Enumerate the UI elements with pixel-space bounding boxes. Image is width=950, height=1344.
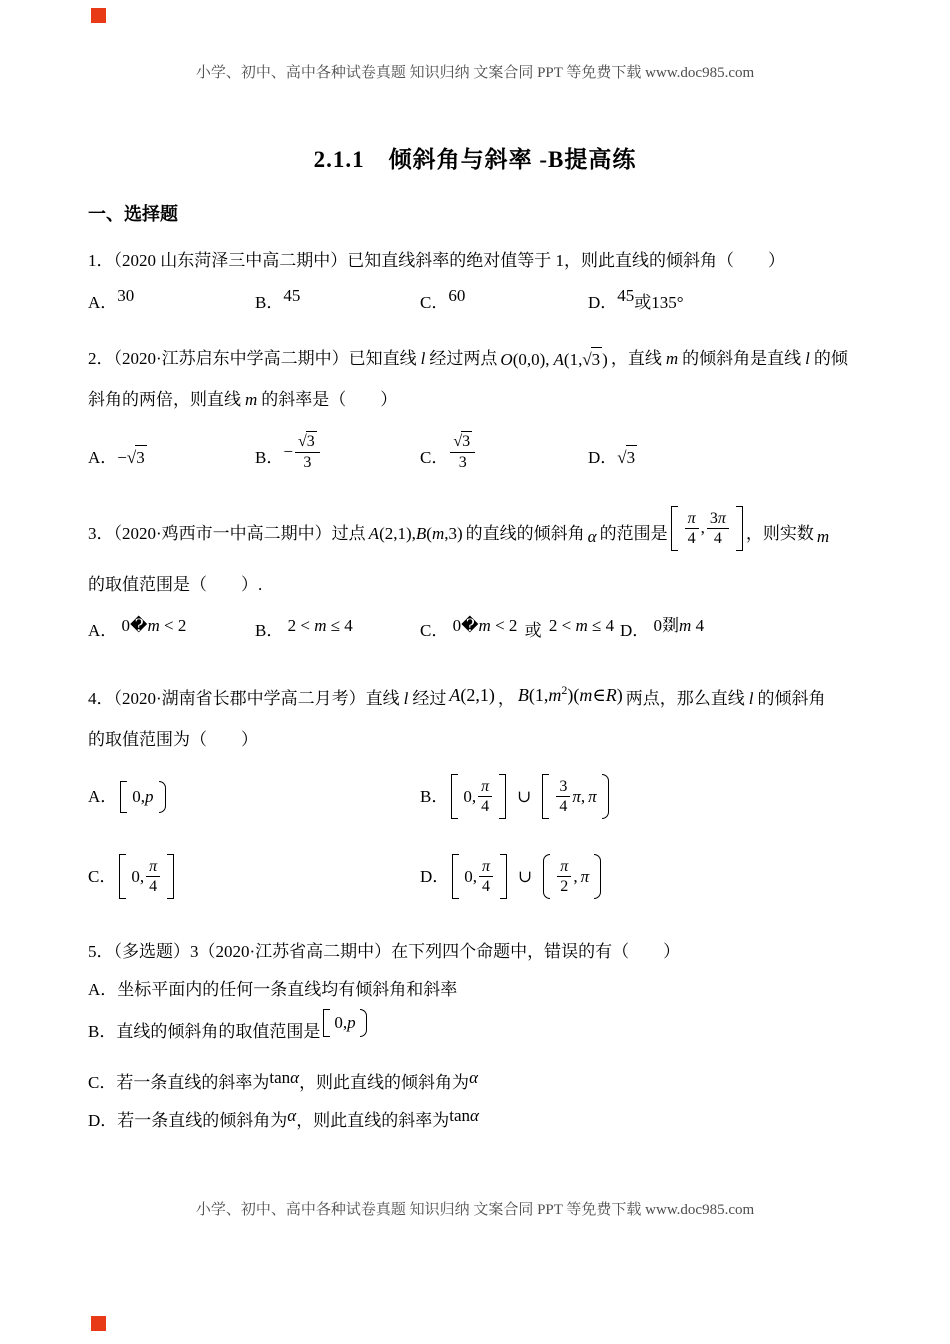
math-tan-alpha xyxy=(449,1106,479,1125)
interval-pi: π xyxy=(588,786,597,806)
sqrt-expression xyxy=(617,445,637,470)
math-var-l: l xyxy=(420,349,426,369)
option-label: C． xyxy=(88,1073,117,1093)
math-interval xyxy=(119,854,174,899)
page-title: 2.1.1 倾斜角与斜率 -B提高练 xyxy=(313,147,637,172)
math-var-l: l xyxy=(403,689,409,709)
sqrt-expression xyxy=(298,431,317,451)
stem-text: 2．（2020·江苏启东中学高二期中）已知直线 xyxy=(88,349,417,369)
option-value: 45 xyxy=(283,286,301,306)
math-fraction xyxy=(450,431,475,471)
interval-value: 0, xyxy=(132,786,146,806)
q3-option-c xyxy=(420,615,620,643)
comma: , xyxy=(700,518,705,538)
stem-text: 的倾斜角是直线 xyxy=(682,349,802,369)
left-bracket xyxy=(671,506,678,551)
math-var-alpha: α xyxy=(469,1068,478,1088)
math-args: ,3) xyxy=(444,524,463,544)
math-interval xyxy=(120,781,165,813)
stem-text: 的直线的倾斜角 xyxy=(465,524,585,544)
math-args: ( xyxy=(426,524,432,544)
math-var-m: m xyxy=(431,524,445,544)
inequality-text: < 2 xyxy=(159,615,187,635)
option-label: C． xyxy=(420,620,449,640)
q4-option-a xyxy=(88,781,420,813)
numerator: π xyxy=(478,777,492,797)
math-args: (1, xyxy=(563,349,583,369)
option-label: B． xyxy=(420,786,449,806)
math-points xyxy=(369,522,463,546)
math-var-alpha: α xyxy=(470,1106,479,1126)
q5-option-c xyxy=(88,1068,900,1095)
denominator: 3 xyxy=(458,453,467,471)
math-tan-alpha xyxy=(269,1068,299,1087)
q4-option-c xyxy=(88,854,420,899)
math-var-alpha: α xyxy=(290,1068,300,1088)
option-label: D． xyxy=(420,866,450,886)
radicand: 3 xyxy=(591,347,603,372)
option-value xyxy=(283,431,321,471)
interval-value: 0, xyxy=(464,866,478,886)
numerator: π xyxy=(685,509,699,529)
numerator-pi: π xyxy=(717,509,726,527)
math-var-m: m xyxy=(575,615,588,635)
stem-text: 经过两点 xyxy=(429,349,498,369)
q5-stem: 5．（多选题）3（2020·江苏省高二期中）在下列四个命题中，错误的有（ ） xyxy=(88,941,681,961)
numerator: π xyxy=(557,857,571,877)
inequality-text: 4 xyxy=(691,615,705,635)
q5-option-b xyxy=(88,1015,900,1049)
option-label: D． xyxy=(588,447,618,467)
red-marker-top xyxy=(91,8,106,23)
math-var-m: m xyxy=(548,684,562,705)
math-var-m: m xyxy=(679,615,692,635)
q2-option-c xyxy=(420,433,588,477)
option-value-suffix: 或135° xyxy=(634,293,684,313)
right-bracket xyxy=(167,854,174,899)
math-args: (2,1), xyxy=(379,524,416,544)
radical-sign: √ xyxy=(453,433,462,451)
q1-options xyxy=(88,287,900,319)
math-var-m: m xyxy=(147,615,160,635)
math-args: (1, xyxy=(528,684,549,705)
or-connector: 或 xyxy=(524,620,542,640)
numerator: 3 xyxy=(556,777,570,797)
element-of-sign: ∈ xyxy=(592,684,606,705)
math-var-B: B xyxy=(415,524,427,544)
option-label: C． xyxy=(420,447,449,467)
option-label: D． xyxy=(588,293,618,313)
math-var-O: O xyxy=(500,349,513,369)
denominator: 3 xyxy=(303,453,312,471)
math-interval xyxy=(671,506,743,551)
math-point-A xyxy=(449,683,495,708)
q3-options xyxy=(88,615,900,647)
interval-pi: p xyxy=(347,1013,356,1033)
denominator: 4 xyxy=(149,878,158,896)
math-var-l: l xyxy=(805,349,810,369)
minus-sign: − xyxy=(117,447,127,467)
option-label: A． xyxy=(88,786,118,806)
option-value xyxy=(122,616,187,635)
stem-text: 的倾 xyxy=(813,349,848,369)
right-bracket xyxy=(499,774,506,819)
union-sign: ∪ xyxy=(517,786,532,806)
radicand: 3 xyxy=(462,433,471,451)
q4-option-b xyxy=(420,774,612,819)
stem-text: ，直线 xyxy=(610,349,662,369)
math-args: )( xyxy=(567,684,580,705)
option-value xyxy=(117,445,146,470)
left-bracket xyxy=(120,781,127,813)
stem-text: 的斜率是（ ） xyxy=(261,389,398,409)
left-bracket xyxy=(323,1009,330,1037)
option-label: B． xyxy=(255,293,284,313)
inequality-text: ≤ 4 xyxy=(587,615,615,635)
q4-stem-line1 xyxy=(88,682,900,712)
option-text: 坐标平面内的任何一条直线均有倾斜角和斜率 xyxy=(117,979,458,999)
denominator: 4 xyxy=(559,798,568,816)
math-var-R: R xyxy=(605,684,617,705)
q5-option-a xyxy=(88,978,900,1002)
sqrt-expression xyxy=(582,347,602,372)
section-heading: 一、选择题 xyxy=(88,204,178,224)
q1-stem: 1．（2020 山东菏泽三中高二期中）已知直线斜率的绝对值等于 1，则此直线的倾斜角（ ） xyxy=(88,251,785,271)
option-value xyxy=(453,616,518,635)
interval-pi: π xyxy=(572,786,581,806)
q4-options-row2 xyxy=(88,848,900,906)
option-label: D． xyxy=(620,620,650,640)
q1-option-a xyxy=(88,286,255,315)
left-bracket xyxy=(119,854,126,899)
option-value xyxy=(654,616,705,635)
q3-option-a xyxy=(88,615,255,643)
option-value xyxy=(549,616,614,635)
left-bracket xyxy=(451,774,458,819)
math-fraction xyxy=(295,431,320,471)
q2-option-d xyxy=(588,445,637,470)
q2-option-a xyxy=(88,445,255,470)
interval-value: 0, xyxy=(131,866,145,886)
union-sign: ∪ xyxy=(518,866,533,886)
q1-option-b xyxy=(255,286,420,315)
math-point-B xyxy=(518,683,623,708)
q2-stem-line1 xyxy=(88,347,900,372)
red-marker-bottom xyxy=(91,1316,106,1331)
left-bracket xyxy=(452,854,459,899)
option-text: ，则此直线的倾斜角为 xyxy=(299,1073,470,1093)
math-fraction xyxy=(707,509,729,548)
numerator: π xyxy=(479,857,493,877)
q4-options-row1 xyxy=(88,768,900,826)
interval-value: 0, xyxy=(463,786,477,806)
math-var-m: m xyxy=(245,389,258,409)
option-text: 若一条直线的斜率为 xyxy=(116,1073,270,1093)
math-fraction xyxy=(557,857,571,896)
math-args: ) xyxy=(602,349,608,369)
math-var-B: B xyxy=(517,684,529,705)
math-var-m: m xyxy=(314,615,327,635)
q1-option-d xyxy=(588,286,684,315)
stem-text: 斜角的两倍，则直线 xyxy=(88,389,241,409)
math-var-m: m xyxy=(816,527,830,547)
q3-option-d xyxy=(620,615,705,643)
option-label: B． xyxy=(255,620,284,640)
right-paren xyxy=(159,781,166,813)
inequality-text: 0剟 xyxy=(653,615,680,635)
math-interval xyxy=(542,774,608,819)
option-label: B． xyxy=(255,447,284,467)
sqrt-expression xyxy=(127,445,147,470)
right-paren xyxy=(360,1009,367,1037)
stem-text: 3．（2020·鸡西市一中高二期中）过点 xyxy=(88,524,366,544)
numerator: π xyxy=(146,857,160,877)
denominator: 2 xyxy=(560,878,569,896)
exponent: 2 xyxy=(561,682,568,697)
tan-function: tan xyxy=(449,1106,470,1126)
interval-pi: π xyxy=(580,866,590,886)
option-value: 45 xyxy=(617,286,635,306)
math-var-alpha: α xyxy=(587,527,597,547)
tan-function: tan xyxy=(269,1068,291,1088)
denominator: 4 xyxy=(481,798,490,816)
radical-sign: √ xyxy=(126,448,136,468)
q5-option-d xyxy=(88,1106,900,1133)
q1-option-c xyxy=(420,286,588,315)
sqrt-expression xyxy=(453,431,472,451)
stem-text: ，则实数 xyxy=(745,524,814,544)
radical-sign: √ xyxy=(582,349,591,369)
stem-text: 4．（2020·湖南省长郡中学高二月考）直线 xyxy=(88,689,400,709)
math-interval xyxy=(452,854,507,899)
math-var-m: m xyxy=(579,684,593,705)
option-label: A． xyxy=(88,979,118,999)
option-label: A． xyxy=(88,447,118,467)
radicand: 3 xyxy=(306,433,315,451)
math-var-A: A xyxy=(553,349,564,369)
option-text: 若一条直线的倾斜角为 xyxy=(117,1111,288,1131)
inequality-text: 0� xyxy=(121,615,148,635)
option-value: 60 xyxy=(448,286,466,306)
radicand: 3 xyxy=(135,445,147,470)
numerator: 3 xyxy=(709,509,718,527)
right-paren xyxy=(594,854,601,899)
q3-option-b xyxy=(255,615,420,643)
option-text: ，则此直线的斜率为 xyxy=(296,1111,450,1131)
math-interval xyxy=(543,854,601,899)
stem-text: 经过 xyxy=(412,689,447,709)
math-var-m: m xyxy=(665,349,679,369)
left-bracket xyxy=(542,774,549,819)
math-fraction xyxy=(478,777,492,816)
q2-option-b xyxy=(255,433,420,477)
denominator: 4 xyxy=(687,529,696,547)
denominator: 4 xyxy=(482,878,491,896)
radicand: 3 xyxy=(626,445,638,470)
comma: , xyxy=(573,866,578,886)
inequality-text: 2 < xyxy=(548,615,576,635)
option-text: 直线的倾斜角的取值范围是 xyxy=(116,1022,321,1042)
math-interval xyxy=(323,1009,366,1037)
inequality-text: < 2 xyxy=(490,615,518,635)
worksheet-body xyxy=(88,202,900,1133)
option-label: D． xyxy=(88,1111,118,1131)
math-var-alpha: α xyxy=(287,1106,297,1126)
page-header: 小学、初中、高中各种试卷真题 知识归纳 文案合同 PPT 等免费下载 www.doc985.com xyxy=(195,65,755,81)
math-fraction xyxy=(479,857,493,896)
option-label: B． xyxy=(88,1022,117,1042)
right-paren xyxy=(602,774,609,819)
interval-pi: p xyxy=(145,786,154,806)
option-label: C． xyxy=(420,293,449,313)
stem-text: 两点，那么直线 xyxy=(625,689,745,709)
math-var-m: m xyxy=(478,615,491,635)
option-value: 30 xyxy=(117,286,135,306)
option-value xyxy=(288,616,353,635)
math-var-l: l xyxy=(748,689,754,709)
option-label: C． xyxy=(88,866,117,886)
math-var-A: A xyxy=(368,524,380,544)
q4-stem-line2: 的取值范围为（ ） xyxy=(88,729,258,749)
option-label: A． xyxy=(88,293,118,313)
math-args: ) xyxy=(616,684,623,705)
inequality-text: 0� xyxy=(452,615,479,635)
math-fraction xyxy=(685,509,699,548)
math-var-A: A xyxy=(449,684,461,705)
denominator: 4 xyxy=(713,529,722,547)
comma: , xyxy=(580,786,586,806)
stem-text: ， xyxy=(497,689,515,709)
math-points xyxy=(500,347,607,372)
q3-stem-line2: 的取值范围是（ ）. xyxy=(88,574,263,594)
math-fraction xyxy=(146,857,160,896)
q4-option-d xyxy=(420,854,604,899)
radical-sign: √ xyxy=(297,433,306,451)
stem-text: 的范围是 xyxy=(599,524,668,544)
math-args: (2,1) xyxy=(460,684,495,705)
math-interval xyxy=(451,774,506,819)
q2-options xyxy=(88,432,900,484)
right-bracket xyxy=(736,506,743,551)
page-footer: 小学、初中、高中各种试卷真题 知识归纳 文案合同 PPT 等免费下载 www.doc985.com xyxy=(195,1202,755,1218)
math-fraction xyxy=(556,777,570,816)
option-label: A． xyxy=(88,620,118,640)
stem-text: 的倾斜角 xyxy=(757,689,826,709)
inequality-text: ≤ 4 xyxy=(326,615,353,635)
q2-stem-line2 xyxy=(88,388,900,412)
interval-value: 0, xyxy=(334,1013,348,1033)
math-args: (0,0), xyxy=(512,349,550,369)
left-paren xyxy=(543,854,550,899)
right-bracket xyxy=(500,854,507,899)
radical-sign: √ xyxy=(617,448,626,468)
q3-stem-line1 xyxy=(88,509,900,557)
minus-sign: − xyxy=(283,441,293,461)
inequality-text: 2 < xyxy=(287,615,315,635)
